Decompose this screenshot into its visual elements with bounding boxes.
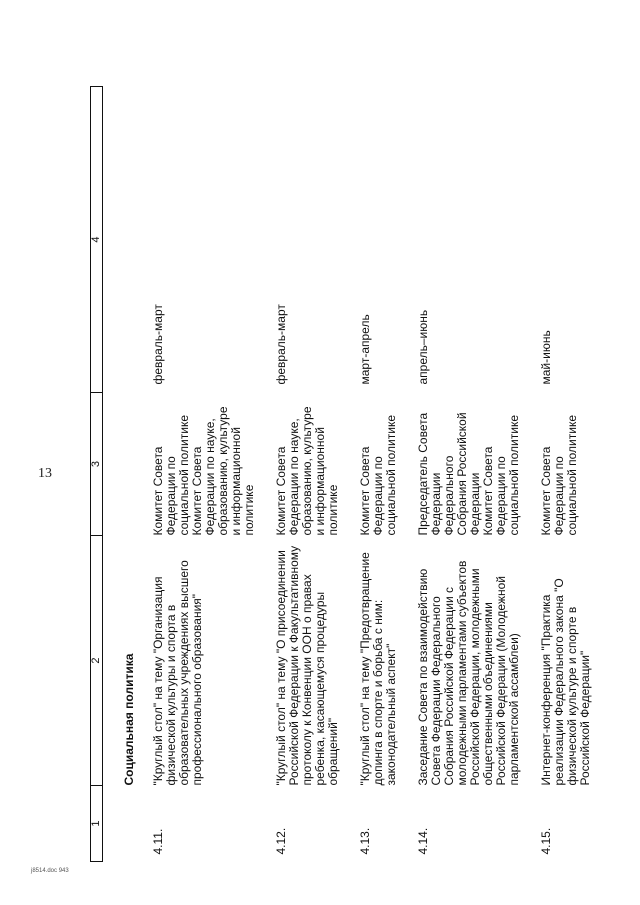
row-period: февраль-март [274,304,288,385]
row-responsible: Председатель Совета Федерации Федерального Собрания Российской Федерации Комитет Совета Федерации по социальной политике [416,412,521,536]
row-responsible: Комитет Совета Федерации по социальной политике [358,414,398,536]
header-col-1: 1 [91,786,103,862]
table-row [417,87,540,862]
row-period: март-апрель [358,314,372,385]
row-event: Интернет-конференция "Практика реализации Федерального закона "О физической культуре и спорте в Российской Федерации" [539,578,592,786]
row-number: 4.13. [358,827,372,855]
header-col-2: 2 [91,536,103,786]
table-row [275,87,359,862]
table-row [540,87,611,862]
header-col-4: 4 [91,87,103,393]
section-title: Социальная политика [122,653,136,786]
row-period: февраль-март [151,304,165,385]
row-responsible: Комитет Совета Федерации по науке, образованию, культуре и информационной политике [274,406,340,536]
header-col-3: 3 [91,393,103,536]
row-number: 4.12. [274,827,288,855]
header-row [91,87,103,862]
footer-code: j8514.doc 943 [31,868,69,874]
page-number: 13 [38,466,52,481]
row-responsible: Комитет Совета Федерации по социальной политике Комитет Совета Федерации по науке, образованию, культуре и информационной политике [151,406,256,536]
section-row [103,87,153,862]
row-event: Заседание Совета по взаимодействию Совета Федерации Федерального Собрания Российской Федерации с молодежными парламентами субъектов Российской Федерации, молодежными общественными объединениями Российской Федерации (Молодежной парламентской ассамблеи) [416,560,521,786]
row-event: "Круглый стол" на тему "Предотвращение допинга в спорте и борьба с ним: законодательный аспект" [358,552,398,786]
row-period: май-июнь [539,330,553,385]
row-event: "Круглый стол" на тему "Организация физической культуры и спорта в образовательных учреждениях высшего профессионального образования" [151,560,204,786]
schedule-table [90,86,611,862]
row-responsible: Комитет Совета Федерации по социальной политике [539,414,579,536]
row-period: апрель–июнь [416,309,430,385]
rotated-page [90,87,640,862]
row-number: 4.14. [416,827,430,855]
row-number: 4.15. [539,827,553,855]
table-row [359,87,417,862]
table-row [152,87,275,862]
row-event: "Круглый стол" на тему "О присоединении Российской Федерации к Факультативному протоколу к Конвенции ООН о правах ребенка, касающемуся процедуры обращений" [274,545,340,786]
row-number: 4.11. [151,828,165,855]
